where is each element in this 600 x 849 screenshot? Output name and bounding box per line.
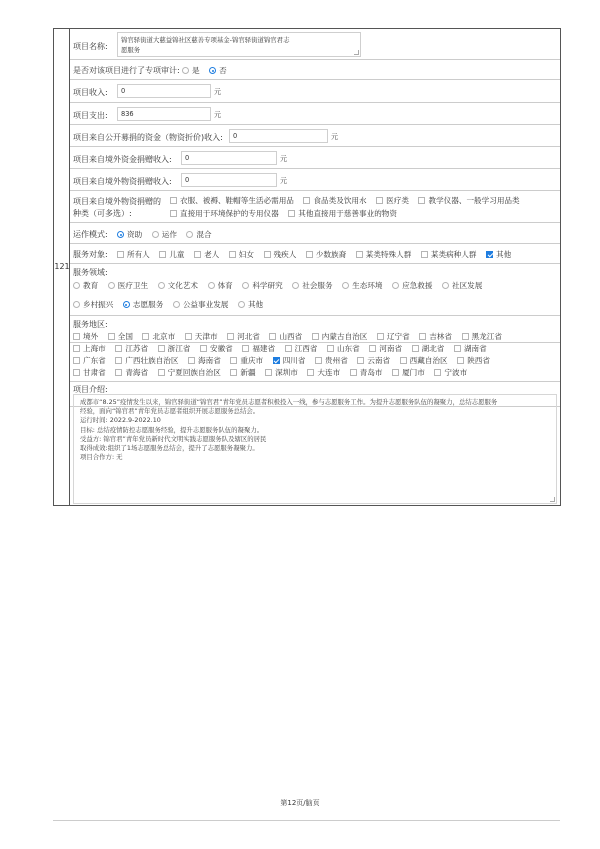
checkbox-icon bbox=[376, 197, 383, 204]
field-option-sports[interactable] bbox=[208, 280, 233, 291]
option-label: 科学研究 bbox=[252, 281, 283, 290]
region-option[interactable] bbox=[115, 355, 178, 366]
goods-option-other[interactable] bbox=[288, 208, 397, 219]
radio-icon bbox=[73, 282, 80, 289]
intro-row bbox=[70, 381, 560, 507]
option-label: 江苏省 bbox=[125, 344, 149, 353]
field-options-line2 bbox=[73, 299, 270, 310]
option-label: 教学仪器、一般学习用品类 bbox=[428, 196, 520, 205]
region-option[interactable] bbox=[434, 367, 467, 378]
checkbox-icon bbox=[229, 251, 236, 258]
audit-options bbox=[182, 65, 234, 76]
project-name-value-line1: 锦官驿街道大慈益锦社区慈善专项基金-锦官驿街道锦官君志 bbox=[121, 36, 290, 44]
option-label: 社会服务 bbox=[302, 281, 333, 290]
checkbox-icon bbox=[303, 197, 310, 204]
region-option[interactable] bbox=[454, 343, 487, 354]
radio-icon bbox=[242, 282, 249, 289]
checkbox-icon bbox=[377, 333, 384, 340]
region-option[interactable] bbox=[419, 331, 452, 342]
goods-type-label-line2: 种类（可多选）: bbox=[73, 209, 132, 218]
checkbox-icon bbox=[170, 210, 177, 217]
radio-icon bbox=[292, 282, 299, 289]
region-option[interactable] bbox=[392, 367, 425, 378]
option-label: 其他 bbox=[247, 300, 264, 309]
checkbox-icon bbox=[142, 333, 149, 340]
radio-icon bbox=[392, 282, 399, 289]
radio-icon bbox=[182, 67, 189, 74]
option-label: 医疗类 bbox=[386, 196, 409, 205]
region-option[interactable] bbox=[400, 355, 448, 366]
intro-label: 项目介绍: bbox=[73, 385, 108, 394]
region-option[interactable] bbox=[188, 355, 221, 366]
region-option[interactable] bbox=[73, 343, 106, 354]
target-option-women[interactable] bbox=[229, 249, 254, 260]
region-option[interactable] bbox=[230, 355, 263, 366]
option-label: 厦门市 bbox=[402, 368, 425, 377]
page-footer: 第12页/脑页 bbox=[280, 799, 320, 807]
option-label: 辽宁省 bbox=[386, 332, 410, 341]
option-label: 乡村振兴 bbox=[83, 300, 114, 309]
option-label: 运作 bbox=[161, 230, 177, 239]
checkbox-icon bbox=[159, 251, 166, 258]
intro-paragraph: 经验，面向“锦官君”青年党员志愿者组织开展志愿服务总结会。 bbox=[80, 407, 260, 416]
option-label: 社区发展 bbox=[452, 281, 483, 290]
checkbox-icon bbox=[285, 345, 292, 352]
field-option-public-welfare[interactable] bbox=[173, 299, 229, 310]
foreign-funds-input[interactable]: 0 bbox=[181, 151, 277, 165]
foreign-goods-unit: 元 bbox=[280, 177, 287, 185]
target-option-children[interactable] bbox=[159, 249, 184, 260]
checkbox-icon bbox=[454, 345, 461, 352]
radio-icon bbox=[173, 301, 180, 308]
checkbox-icon bbox=[265, 369, 272, 376]
expense-row bbox=[70, 103, 560, 125]
field-option-rural[interactable] bbox=[73, 299, 113, 310]
option-label: 医疗卫生 bbox=[117, 281, 149, 290]
footer-divider bbox=[53, 820, 560, 821]
radio-checked-icon bbox=[209, 67, 216, 74]
option-label: 所有人 bbox=[127, 250, 150, 259]
checkbox-icon bbox=[421, 251, 428, 258]
checkbox-icon bbox=[117, 251, 124, 258]
option-label: 上海市 bbox=[83, 344, 106, 353]
income-row bbox=[70, 80, 560, 103]
region-option[interactable] bbox=[412, 343, 445, 354]
option-label: 河北省 bbox=[237, 332, 260, 341]
region-option[interactable] bbox=[73, 367, 106, 378]
checkbox-icon bbox=[312, 333, 319, 340]
radio-icon bbox=[152, 231, 159, 238]
region-option[interactable] bbox=[158, 343, 191, 354]
checkbox-icon bbox=[158, 369, 165, 376]
option-label: 全国 bbox=[117, 332, 133, 341]
goods-option-teaching[interactable] bbox=[418, 195, 519, 206]
public-funds-unit: 元 bbox=[331, 133, 338, 141]
intro-paragraph: 成都市“8.25”疫情发生以来，锦官驿街道“锦官君”青年党员志愿者积极投入一线，参与志愿服务工作。为提升志愿服务队伍的凝聚力，总结志愿服务 bbox=[80, 398, 498, 406]
region-option[interactable] bbox=[265, 367, 298, 378]
option-label: 否 bbox=[219, 66, 227, 75]
checkbox-icon bbox=[73, 345, 80, 352]
mode-row bbox=[70, 223, 560, 244]
audit-option-yes[interactable] bbox=[182, 65, 200, 76]
region-option[interactable] bbox=[115, 367, 148, 378]
checkbox-icon bbox=[400, 357, 407, 364]
region-option[interactable] bbox=[73, 355, 106, 366]
income-label: 项目收入: bbox=[73, 88, 108, 97]
project-name-label: 项目名称: bbox=[73, 42, 108, 51]
target-option-special-group[interactable] bbox=[356, 249, 412, 260]
mode-option-grant[interactable] bbox=[117, 229, 142, 240]
option-label: 残疾人 bbox=[273, 250, 297, 259]
option-label: 吉林省 bbox=[429, 332, 452, 341]
expense-input[interactable]: 836 bbox=[117, 107, 211, 121]
target-options bbox=[117, 249, 518, 260]
radio-icon bbox=[342, 282, 349, 289]
option-label: 儿童 bbox=[169, 250, 185, 259]
option-label: 黑龙江省 bbox=[471, 332, 502, 341]
row-number: 121 bbox=[54, 262, 70, 271]
checkbox-icon bbox=[457, 357, 464, 364]
foreign-goods-label: 项目来自境外物资捐赠收入: bbox=[73, 177, 172, 186]
public-funds-row bbox=[70, 125, 560, 147]
checkbox-icon bbox=[73, 333, 80, 340]
foreign-funds-unit: 元 bbox=[280, 155, 287, 163]
intro-paragraph: 受益方: 锦官君”青年党员新时代文明实践志愿服务队及辖区的居民 bbox=[80, 434, 267, 443]
option-label: 深圳市 bbox=[275, 368, 298, 377]
option-label: 公益事业发展 bbox=[182, 300, 229, 309]
field-option-ecology[interactable] bbox=[342, 280, 382, 291]
option-label: 体育 bbox=[217, 281, 233, 290]
intro-paragraph: 取得成效:组织了1场志愿服务总结会，提升了志愿服务凝聚力。 bbox=[80, 444, 259, 453]
region-option[interactable] bbox=[457, 355, 490, 366]
field-option-science[interactable] bbox=[242, 280, 282, 291]
option-label: 境外 bbox=[83, 332, 99, 341]
option-label: 是 bbox=[192, 66, 200, 75]
region-option[interactable] bbox=[369, 343, 402, 354]
intro-paragraph: 目标: 总结疫情防控志愿服务经验，提升志愿服务队伍的凝聚力。 bbox=[80, 425, 264, 434]
option-label: 重庆市 bbox=[240, 356, 264, 365]
checkbox-icon bbox=[194, 251, 201, 258]
checkbox-checked-icon bbox=[273, 357, 280, 364]
target-option-minority[interactable] bbox=[306, 249, 346, 260]
option-label: 广西壮族自治区 bbox=[125, 356, 179, 365]
radio-checked-icon bbox=[123, 301, 130, 308]
region-line-1 bbox=[73, 331, 509, 342]
expense-label: 项目支出: bbox=[73, 111, 108, 120]
option-label: 资助 bbox=[127, 230, 143, 239]
income-unit: 元 bbox=[214, 88, 221, 96]
radio-icon bbox=[238, 301, 245, 308]
checkbox-icon bbox=[269, 333, 276, 340]
checkbox-icon bbox=[230, 369, 237, 376]
region-option[interactable] bbox=[269, 331, 302, 342]
region-option[interactable] bbox=[285, 343, 318, 354]
foreign-goods-row bbox=[70, 169, 560, 191]
region-option[interactable] bbox=[327, 343, 360, 354]
option-label: 河南省 bbox=[379, 344, 403, 353]
region-option[interactable] bbox=[230, 367, 255, 378]
checkbox-icon bbox=[73, 357, 80, 364]
option-label: 文化艺术 bbox=[167, 281, 199, 290]
checkbox-icon bbox=[108, 333, 115, 340]
intro-paragraph: 项目合作方: 无 bbox=[80, 453, 123, 462]
option-label: 江西省 bbox=[294, 344, 318, 353]
region-option[interactable] bbox=[315, 355, 348, 366]
target-option-disabled[interactable] bbox=[264, 249, 297, 260]
option-label: 青岛市 bbox=[359, 368, 383, 377]
checkbox-icon bbox=[419, 333, 426, 340]
region-option[interactable] bbox=[200, 343, 233, 354]
field-option-social[interactable] bbox=[292, 280, 332, 291]
checkbox-icon bbox=[170, 197, 177, 204]
target-row bbox=[70, 244, 560, 264]
project-name-field[interactable] bbox=[117, 32, 361, 57]
option-label: 某类特殊人群 bbox=[365, 250, 412, 259]
region-option[interactable] bbox=[307, 367, 340, 378]
mode-label: 运作模式: bbox=[73, 230, 108, 239]
radio-icon bbox=[108, 282, 115, 289]
option-label: 某类病种人群 bbox=[430, 250, 477, 259]
goods-type-label-line1: 项目来自境外物资捐赠的 bbox=[73, 197, 161, 206]
radio-icon bbox=[158, 282, 165, 289]
field-option-other[interactable] bbox=[238, 299, 263, 310]
target-label: 服务对象: bbox=[73, 250, 108, 259]
option-label: 云南省 bbox=[367, 356, 391, 365]
income-input[interactable]: 0 bbox=[117, 84, 211, 98]
public-funds-label: 项目来自公开募捐的资金（物资折价)收入: bbox=[73, 133, 223, 142]
goods-type-options-line2 bbox=[170, 208, 404, 219]
public-funds-input[interactable]: 0 bbox=[229, 129, 328, 143]
option-label: 衣服、被褥、鞋帽等生活必需用品 bbox=[180, 196, 294, 205]
checkbox-icon bbox=[434, 369, 441, 376]
field-options-line1 bbox=[73, 280, 489, 291]
field-label: 服务领域: bbox=[73, 268, 108, 277]
option-label: 山西省 bbox=[279, 332, 303, 341]
region-label: 服务地区: bbox=[73, 320, 108, 329]
option-label: 福建省 bbox=[252, 344, 276, 353]
option-label: 湖南省 bbox=[463, 344, 487, 353]
option-label: 宁波市 bbox=[444, 368, 468, 377]
option-label: 应急救援 bbox=[402, 281, 433, 290]
region-option[interactable] bbox=[185, 331, 218, 342]
resize-handle-icon[interactable] bbox=[354, 50, 359, 55]
checkbox-icon bbox=[115, 357, 122, 364]
region-option[interactable] bbox=[115, 343, 148, 354]
option-label: 妇女 bbox=[238, 250, 254, 259]
region-line-3 bbox=[73, 355, 497, 366]
region-option[interactable] bbox=[462, 331, 502, 342]
option-label: 生态环境 bbox=[352, 281, 383, 290]
project-record-table bbox=[53, 28, 561, 506]
option-label: 教育 bbox=[83, 281, 99, 290]
checkbox-icon bbox=[418, 197, 425, 204]
goods-option-food[interactable] bbox=[303, 195, 366, 206]
mode-options bbox=[117, 229, 219, 240]
option-label: 青海省 bbox=[125, 368, 149, 377]
checkbox-icon bbox=[115, 369, 122, 376]
option-label: 天津市 bbox=[194, 332, 218, 341]
option-label: 宁夏回族自治区 bbox=[167, 368, 221, 377]
audit-option-no[interactable] bbox=[209, 65, 227, 76]
foreign-funds-label: 项目来自境外资金捐赠收入: bbox=[73, 155, 172, 164]
checkbox-icon bbox=[392, 369, 399, 376]
option-label: 混合 bbox=[196, 230, 212, 239]
checkbox-icon bbox=[306, 251, 313, 258]
checkbox-icon bbox=[115, 345, 122, 352]
option-label: 甘肃省 bbox=[83, 368, 106, 377]
option-label: 山东省 bbox=[336, 344, 360, 353]
foreign-goods-input[interactable]: 0 bbox=[181, 173, 277, 187]
goods-option-environment[interactable] bbox=[170, 208, 279, 219]
goods-option-medical[interactable] bbox=[376, 195, 409, 206]
radio-icon bbox=[442, 282, 449, 289]
region-line-4 bbox=[73, 367, 474, 378]
checkbox-icon bbox=[200, 345, 207, 352]
option-label: 湖北省 bbox=[421, 344, 445, 353]
checkbox-icon bbox=[288, 210, 295, 217]
checkbox-icon bbox=[264, 251, 271, 258]
option-label: 西藏自治区 bbox=[409, 356, 448, 365]
option-label: 广东省 bbox=[83, 356, 106, 365]
option-label: 安徽省 bbox=[209, 344, 233, 353]
resize-handle-icon[interactable] bbox=[550, 497, 555, 502]
audit-label: 是否对该项目进行了专项审计: bbox=[73, 66, 180, 75]
option-label: 北京市 bbox=[152, 332, 176, 341]
region-option[interactable] bbox=[108, 331, 133, 342]
option-label: 大连市 bbox=[317, 368, 341, 377]
option-label: 其他直接用于慈善事业的物资 bbox=[298, 209, 397, 218]
option-label: 志愿服务 bbox=[132, 300, 164, 309]
field-option-education[interactable] bbox=[73, 280, 98, 291]
region-option[interactable] bbox=[227, 331, 260, 342]
region-option[interactable] bbox=[73, 331, 98, 342]
option-label: 海南省 bbox=[198, 356, 221, 365]
row-number-column bbox=[54, 29, 70, 505]
option-label: 内蒙古自治区 bbox=[321, 332, 368, 341]
region-option[interactable] bbox=[312, 331, 368, 342]
target-option-other[interactable] bbox=[486, 249, 511, 260]
project-name-row bbox=[70, 29, 560, 60]
radio-icon bbox=[208, 282, 215, 289]
field-option-community[interactable] bbox=[442, 280, 482, 291]
checkbox-icon bbox=[242, 345, 249, 352]
option-label: 其他 bbox=[496, 250, 512, 259]
goods-type-row bbox=[70, 191, 560, 223]
target-option-all[interactable] bbox=[117, 249, 150, 260]
checkbox-icon bbox=[158, 345, 165, 352]
checkbox-icon bbox=[357, 357, 364, 364]
option-label: 食品类及饮用水 bbox=[313, 196, 367, 205]
option-label: 新疆 bbox=[240, 368, 256, 377]
option-label: 四川省 bbox=[282, 356, 306, 365]
field-option-health[interactable] bbox=[108, 280, 148, 291]
field-option-emergency[interactable] bbox=[392, 280, 432, 291]
checkbox-icon bbox=[462, 333, 469, 340]
checkbox-checked-icon bbox=[486, 251, 493, 258]
checkbox-icon bbox=[356, 251, 363, 258]
checkbox-icon bbox=[315, 357, 322, 364]
foreign-funds-row bbox=[70, 147, 560, 169]
checkbox-icon bbox=[412, 345, 419, 352]
expense-unit: 元 bbox=[214, 111, 221, 119]
region-option-sichuan[interactable] bbox=[273, 355, 306, 366]
target-option-disease-group[interactable] bbox=[421, 249, 477, 260]
region-option[interactable] bbox=[377, 331, 410, 342]
intro-textarea[interactable] bbox=[73, 394, 557, 504]
checkbox-icon bbox=[185, 333, 192, 340]
checkbox-icon bbox=[307, 369, 314, 376]
option-label: 直接用于环境保护的专用仪器 bbox=[180, 209, 279, 218]
option-label: 浙江省 bbox=[167, 344, 191, 353]
mode-option-mixed[interactable] bbox=[186, 229, 211, 240]
option-label: 贵州省 bbox=[325, 356, 348, 365]
target-option-elderly[interactable] bbox=[194, 249, 219, 260]
region-option[interactable] bbox=[158, 367, 221, 378]
checkbox-icon bbox=[230, 357, 237, 364]
field-option-culture[interactable] bbox=[158, 280, 198, 291]
radio-icon bbox=[73, 301, 80, 308]
radio-checked-icon bbox=[117, 231, 124, 238]
field-option-volunteer[interactable] bbox=[123, 299, 163, 310]
checkbox-icon bbox=[327, 345, 334, 352]
region-option[interactable] bbox=[350, 367, 383, 378]
region-option[interactable] bbox=[357, 355, 390, 366]
intro-paragraph: 运行时间: 2022.9-2022.10 bbox=[80, 416, 161, 425]
mode-option-operate[interactable] bbox=[152, 229, 177, 240]
option-label: 少数族裔 bbox=[315, 250, 347, 259]
option-label: 陕西省 bbox=[467, 356, 490, 365]
audit-row bbox=[70, 60, 560, 80]
checkbox-icon bbox=[227, 333, 234, 340]
option-label: 老人 bbox=[204, 250, 220, 259]
goods-type-options-line1 bbox=[170, 195, 527, 206]
checkbox-icon bbox=[350, 369, 357, 376]
checkbox-icon bbox=[73, 369, 80, 376]
project-name-value-line2: 愿服务 bbox=[121, 46, 141, 54]
region-line-2 bbox=[73, 343, 494, 354]
checkbox-icon bbox=[369, 345, 376, 352]
radio-icon bbox=[186, 231, 193, 238]
checkbox-icon bbox=[188, 357, 195, 364]
region-option[interactable] bbox=[242, 343, 275, 354]
region-option[interactable] bbox=[142, 331, 175, 342]
goods-option-daily[interactable] bbox=[170, 195, 294, 206]
